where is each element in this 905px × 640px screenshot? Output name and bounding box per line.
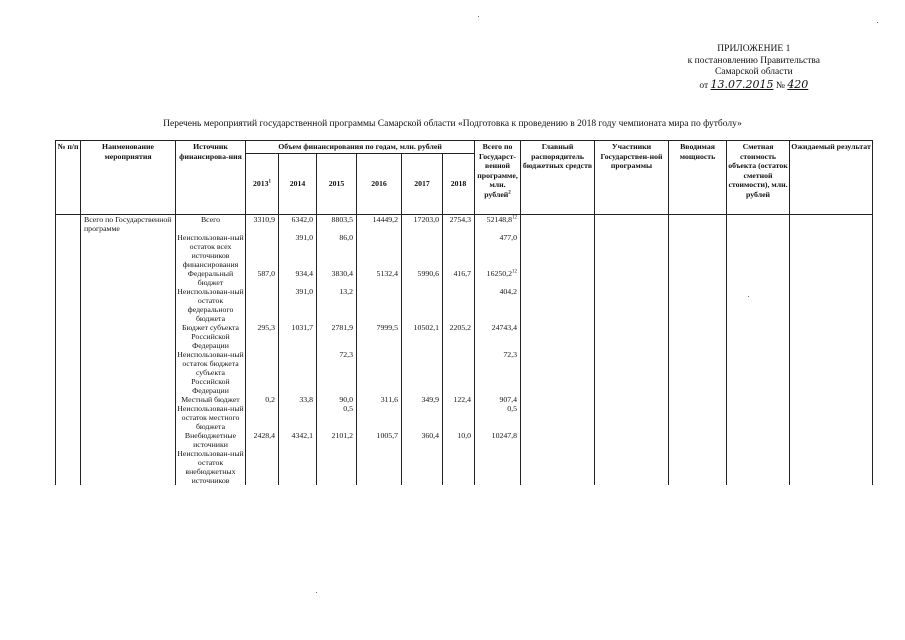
cell-manager bbox=[521, 269, 595, 287]
cell-y2018 bbox=[443, 350, 475, 395]
cell-y2013: 0,2 bbox=[246, 395, 279, 404]
cell-y2015: 0,5 bbox=[317, 404, 357, 431]
cell-y2016: 311,6 bbox=[357, 395, 402, 404]
cell-y2014: 6342,0 bbox=[279, 214, 317, 233]
header-volume: Объем финансирования по годам, млн. рублей bbox=[246, 141, 475, 154]
cell-source: Неиспользован-ный остаток всех источников финансирования bbox=[177, 232, 244, 269]
cell-total: 907,4 bbox=[475, 395, 521, 404]
cell-y2018 bbox=[443, 233, 475, 269]
header-year-2018: 2018 bbox=[443, 153, 475, 214]
cell-manager bbox=[521, 214, 595, 233]
cell-manager bbox=[521, 350, 595, 395]
cell-total: 16250,2$^{12}$ bbox=[475, 269, 521, 287]
cell-result bbox=[790, 287, 873, 323]
header-year-2014: 2014 bbox=[279, 153, 317, 214]
cell-total: 10247,8 bbox=[475, 431, 521, 449]
cell-source: Неиспользован-ный остаток бюджета субъекта Российской Федерации bbox=[177, 349, 244, 395]
header-capacity: Вводимая мощность bbox=[669, 141, 727, 215]
cell-capacity bbox=[669, 431, 727, 449]
cell-result bbox=[790, 323, 873, 350]
header-total: Всего по Государст-венной программе, млн. рублей$^2$ bbox=[475, 141, 521, 215]
measures-table bbox=[55, 140, 873, 485]
cell-y2017 bbox=[402, 233, 443, 269]
table-row bbox=[56, 404, 873, 431]
cell-name: Всего по Государственной программе bbox=[81, 214, 176, 233]
table-row bbox=[56, 233, 873, 269]
cell-y2016 bbox=[357, 449, 402, 485]
cell-capacity bbox=[669, 350, 727, 395]
cell-total: 24743,4 bbox=[475, 323, 521, 350]
table-row bbox=[56, 449, 873, 485]
cell-y2016: 14449,2 bbox=[357, 214, 402, 233]
cell-total: 477,0 bbox=[475, 233, 521, 269]
cell-y2017 bbox=[402, 404, 443, 431]
cell-y2014 bbox=[279, 404, 317, 431]
cell-cost bbox=[727, 287, 790, 323]
cell-num bbox=[56, 323, 81, 350]
cell-cost bbox=[727, 395, 790, 404]
cell-y2016: 5132,4 bbox=[357, 269, 402, 287]
table-row bbox=[56, 395, 873, 404]
cell-participants bbox=[595, 269, 669, 287]
cell-source: Местный бюджет bbox=[176, 395, 246, 404]
cell-source: Бюджет субъекта Российской Федерации bbox=[176, 323, 246, 350]
cell-y2015: 2101,2 bbox=[317, 431, 357, 449]
header-year-2017: 2017 bbox=[402, 153, 443, 214]
header-manager: Главный распорядитель бюджетных средств bbox=[521, 141, 595, 215]
cell-participants bbox=[595, 449, 669, 485]
cell-y2014: 4342,1 bbox=[279, 431, 317, 449]
approval-line2: к постановлению Правительства bbox=[687, 55, 820, 66]
table-row bbox=[56, 269, 873, 287]
cell-num bbox=[56, 269, 81, 287]
approval-line3: Самарской области bbox=[714, 67, 793, 77]
cell-source: Неиспользован-ный остаток местного бюджета bbox=[177, 403, 244, 431]
cell-manager bbox=[521, 449, 595, 485]
cell-y2017 bbox=[402, 350, 443, 395]
cell-result bbox=[790, 233, 873, 269]
cell-num bbox=[56, 395, 81, 404]
cell-num bbox=[56, 404, 81, 431]
header-year-2013: 2013$^1$ bbox=[246, 153, 279, 214]
cell-manager bbox=[521, 287, 595, 323]
cell-participants bbox=[595, 287, 669, 323]
cell-capacity bbox=[669, 404, 727, 431]
cell-y2017: 360,4 bbox=[402, 431, 443, 449]
cell-participants bbox=[595, 214, 669, 233]
header-num: № п/п bbox=[56, 141, 81, 215]
cell-y2018: 2754,3 bbox=[443, 214, 475, 233]
number-prefix: № bbox=[775, 80, 785, 91]
table-row bbox=[56, 287, 873, 323]
cell-name bbox=[81, 323, 176, 350]
cell-cost bbox=[727, 404, 790, 431]
cell-y2013 bbox=[246, 449, 279, 485]
cell-total: 0,5 bbox=[475, 404, 521, 431]
cell-num bbox=[56, 214, 81, 233]
cell-y2016 bbox=[357, 350, 402, 395]
cell-participants bbox=[595, 233, 669, 269]
cell-y2017: 349,9 bbox=[402, 395, 443, 404]
cell-name bbox=[81, 350, 176, 395]
cell-name bbox=[81, 404, 176, 431]
cell-y2016: 1005,7 bbox=[357, 431, 402, 449]
cell-name bbox=[81, 233, 176, 269]
cell-capacity bbox=[669, 233, 727, 269]
cell-y2014: 1031,7 bbox=[279, 323, 317, 350]
cell-cost bbox=[727, 323, 790, 350]
cell-cost bbox=[727, 431, 790, 449]
cell-source: Неиспользован-ный остаток внебюджетных источников bbox=[177, 448, 244, 485]
cell-y2013 bbox=[246, 404, 279, 431]
cell-num bbox=[56, 233, 81, 269]
cell-result bbox=[790, 214, 873, 233]
cell-y2014: 33,8 bbox=[279, 395, 317, 404]
cell-y2018: 2205,2 bbox=[443, 323, 475, 350]
cell-y2013: 587,0 bbox=[246, 269, 279, 287]
cell-cost bbox=[727, 350, 790, 395]
scan-speck bbox=[877, 22, 878, 23]
cell-name bbox=[81, 431, 176, 449]
cell-total: 404,2 bbox=[475, 287, 521, 323]
cell-capacity bbox=[669, 269, 727, 287]
cell-y2015: 72,3 bbox=[317, 350, 357, 395]
cell-y2018 bbox=[443, 449, 475, 485]
cell-y2018 bbox=[443, 404, 475, 431]
header-participants: Участники Государствен-ной программы bbox=[595, 141, 669, 215]
cell-cost bbox=[727, 449, 790, 485]
cell-result bbox=[790, 449, 873, 485]
header-year-2016: 2016 bbox=[357, 153, 402, 214]
table-row bbox=[56, 431, 873, 449]
cell-num bbox=[56, 431, 81, 449]
cell-source: Всего bbox=[176, 214, 246, 233]
cell-manager bbox=[521, 395, 595, 404]
cell-y2018: 416,7 bbox=[443, 269, 475, 287]
cell-name bbox=[81, 395, 176, 404]
cell-source: Внебюджетные источники bbox=[176, 431, 246, 449]
cell-capacity bbox=[669, 449, 727, 485]
cell-y2013 bbox=[246, 350, 279, 395]
cell-source: Федеральный бюджет bbox=[176, 269, 246, 287]
approval-date-line bbox=[688, 79, 820, 93]
cell-y2014: 391,0 bbox=[279, 287, 317, 323]
cell-manager bbox=[521, 404, 595, 431]
cell-capacity bbox=[669, 395, 727, 404]
header-source: Источник финансирова-ния bbox=[176, 141, 246, 215]
cell-y2016 bbox=[357, 233, 402, 269]
cell-y2017: 10502,1 bbox=[402, 323, 443, 350]
cell-y2015: 86,0 bbox=[317, 233, 357, 269]
cell-capacity bbox=[669, 214, 727, 233]
cell-participants bbox=[595, 395, 669, 404]
cell-name bbox=[81, 269, 176, 287]
cell-result bbox=[790, 431, 873, 449]
cell-y2017 bbox=[402, 449, 443, 485]
cell-result bbox=[790, 395, 873, 404]
cell-num bbox=[56, 350, 81, 395]
cell-result bbox=[790, 404, 873, 431]
cell-participants bbox=[595, 350, 669, 395]
table-row bbox=[56, 214, 873, 233]
cell-y2017: 5990,6 bbox=[402, 269, 443, 287]
cell-y2016 bbox=[357, 287, 402, 323]
cell-y2015: 90,0 bbox=[317, 395, 357, 404]
cell-manager bbox=[521, 233, 595, 269]
cell-y2014: 934,4 bbox=[279, 269, 317, 287]
cell-y2014 bbox=[279, 449, 317, 485]
cell-num bbox=[56, 287, 81, 323]
cell-y2014 bbox=[279, 350, 317, 395]
cell-y2017: 17203,0 bbox=[402, 214, 443, 233]
header-year-2015: 2015 bbox=[317, 153, 357, 214]
cell-y2015 bbox=[317, 449, 357, 485]
cell-y2015: 8803,5 bbox=[317, 214, 357, 233]
cell-y2013: 3310,9 bbox=[246, 214, 279, 233]
cell-y2013: 2428,4 bbox=[246, 431, 279, 449]
scan-speck bbox=[748, 296, 749, 297]
cell-participants bbox=[595, 404, 669, 431]
scan-speck bbox=[478, 16, 479, 17]
cell-y2016 bbox=[357, 404, 402, 431]
cell-total: 72,3 bbox=[475, 350, 521, 395]
cell-y2013 bbox=[246, 287, 279, 323]
document-title: Перечень мероприятий государственной программы Самарской области «Подготовка к проведению в 2018 году чемпионата мира по футболу» bbox=[163, 119, 742, 129]
cell-manager bbox=[521, 323, 595, 350]
approval-block bbox=[688, 44, 820, 92]
cell-y2013 bbox=[246, 233, 279, 269]
approval-title: ПРИЛОЖЕНИЕ 1 bbox=[717, 44, 791, 54]
cell-result bbox=[790, 269, 873, 287]
table-row bbox=[56, 323, 873, 350]
handwritten-date: 13.07.2015 bbox=[710, 77, 774, 91]
cell-y2018 bbox=[443, 287, 475, 323]
table-body bbox=[56, 214, 873, 485]
cell-y2015: 13,2 bbox=[317, 287, 357, 323]
cell-capacity bbox=[669, 323, 727, 350]
cell-cost bbox=[727, 269, 790, 287]
header-name: Наименование мероприятия bbox=[81, 141, 176, 215]
cell-name bbox=[81, 449, 176, 485]
cell-y2016: 7999,5 bbox=[357, 323, 402, 350]
cell-cost bbox=[727, 233, 790, 269]
date-prefix: от bbox=[699, 80, 709, 91]
table-row bbox=[56, 350, 873, 395]
cell-cost bbox=[727, 214, 790, 233]
scan-speck bbox=[316, 592, 317, 593]
cell-y2015: 3830,4 bbox=[317, 269, 357, 287]
handwritten-number: 420 bbox=[787, 77, 809, 91]
cell-y2015: 2781,9 bbox=[317, 323, 357, 350]
cell-num bbox=[56, 449, 81, 485]
cell-result bbox=[790, 350, 873, 395]
cell-source: Неиспользован-ный остаток федерального бюджета bbox=[177, 286, 244, 323]
cell-y2018: 10,0 bbox=[443, 431, 475, 449]
header-row bbox=[56, 141, 873, 154]
cell-manager bbox=[521, 431, 595, 449]
cell-total: 52148,8$^{12}$ bbox=[475, 214, 521, 233]
cell-participants bbox=[595, 431, 669, 449]
cell-name bbox=[81, 287, 176, 323]
cell-y2018: 122,4 bbox=[443, 395, 475, 404]
cell-y2013: 295,3 bbox=[246, 323, 279, 350]
cell-total bbox=[475, 449, 521, 485]
header-cost: Сметная стоимость объекта (остаток сметной стоимости), млн. рублей bbox=[727, 141, 790, 215]
cell-y2017 bbox=[402, 287, 443, 323]
cell-capacity bbox=[669, 287, 727, 323]
cell-y2014: 391,0 bbox=[279, 233, 317, 269]
header-result: Ожидаемый результат bbox=[790, 141, 873, 215]
cell-participants bbox=[595, 323, 669, 350]
